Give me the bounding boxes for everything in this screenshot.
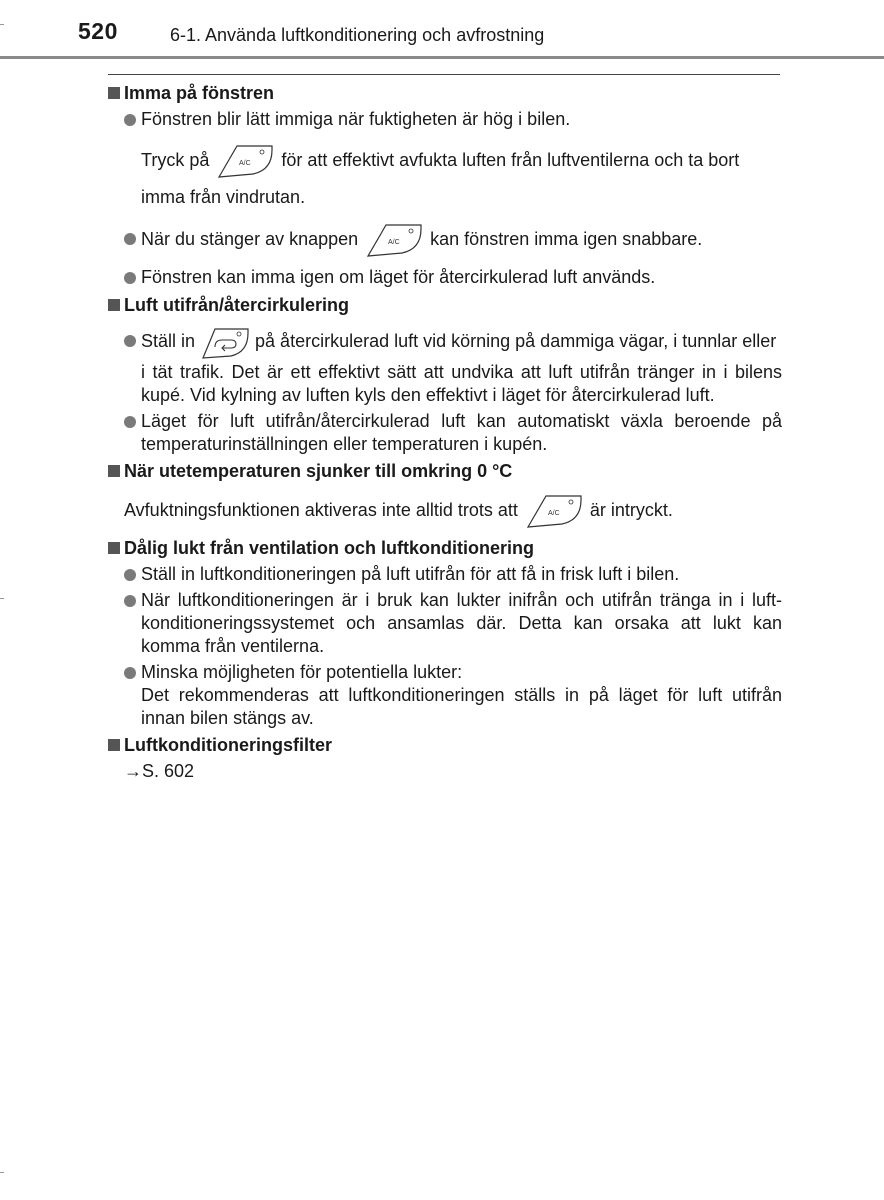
page-reference: →S. 602: [124, 760, 195, 781]
list-item: Fönstren blir lätt immiga när fuktigheten är hög i bilen.: [108, 108, 782, 131]
ac-button-icon: [366, 223, 422, 257]
edge-tick: [0, 598, 4, 599]
square-bullet-icon: [108, 87, 120, 99]
content-rule: [108, 74, 780, 75]
list-item: Ställ in luftkonditioneringen på luft utifrån för att få in frisk luft i bilen.: [108, 563, 782, 586]
square-bullet-icon: [108, 739, 120, 751]
edge-tick: [0, 24, 4, 25]
svg-text:A/C: A/C: [239, 160, 252, 167]
list-item: Fönstren kan imma igen om läget för återcirkulerad luft används.: [108, 266, 782, 289]
edge-tick: [0, 1172, 4, 1173]
list-item: Ställ in på återcirkulerad luft vid körning på dammiga vägar, i tunnlar eller: [108, 325, 782, 358]
bullet-icon: [124, 233, 136, 245]
ac-button-icon: [526, 494, 582, 528]
page-number: 520: [78, 18, 118, 44]
section-heading: När utetemperaturen sjunker till omkring 0 °C: [108, 460, 782, 483]
bullet-icon: [124, 569, 136, 581]
header-rule: [0, 56, 884, 59]
square-bullet-icon: [108, 299, 120, 311]
page-content: [108, 82, 782, 783]
square-bullet-icon: [108, 465, 120, 477]
chapter-title: 6-1. Använda luftkonditionering och avfrostning: [170, 25, 545, 45]
section-heading: Luftkonditioneringsfilter: [108, 734, 782, 757]
square-bullet-icon: [108, 542, 120, 554]
list-item: Minska möjligheten för potentiella lukter: Det rekommenderas att luftkonditioneringen ställs in på läget för luft utifrån innan bilen stängs av.: [108, 661, 782, 730]
bullet-icon: [124, 595, 136, 607]
bullet-icon: [124, 114, 136, 126]
list-item: När du stänger av knappen A/C kan fönstren imma igen snabbare.: [108, 223, 782, 257]
list-item: När luftkonditioneringen är i bruk kan lukter inifrån och utifrån tränga in i luft- konditioneringssystemet och ansamlas där. Detta kan orsaka att lukt kan komma från ventilerna.: [108, 589, 782, 658]
recirculation-button-icon: [201, 327, 249, 359]
paragraph: i tät trafik. Det är ett effektivt sätt att undvika att luft utifrån tränger in i bilens kupé. Vid kylning av luften kyls den effektivt i läget för återcirkulerad luft.: [141, 361, 782, 405]
paragraph: imma från vindrutan.: [141, 187, 306, 207]
svg-text:A/C: A/C: [388, 239, 400, 247]
bullet-icon: [124, 335, 136, 347]
ac-button-icon: [217, 144, 273, 178]
list-item: Läget för luft utifrån/återcirkulerad luft kan automatiskt växla beroende på temperaturinställningen eller temperaturen i kupén.: [108, 410, 782, 456]
paragraph: Avfuktningsfunktionen aktiveras inte alltid trots att A/C är intryckt.: [108, 493, 782, 528]
bullet-icon: [124, 667, 136, 679]
section-heading: Luft utifrån/återcirkulering: [108, 294, 782, 317]
bullet-icon: [124, 416, 136, 428]
paragraph: Tryck på A/C för att effektivt avfukta luften från luftventilerna och ta bort: [108, 144, 782, 178]
section-heading: Dålig lukt från ventilation och luftkonditionering: [108, 537, 782, 560]
bullet-icon: [124, 272, 136, 284]
svg-text:A/C: A/C: [547, 509, 560, 517]
section-heading: Imma på fönstren: [108, 82, 782, 105]
